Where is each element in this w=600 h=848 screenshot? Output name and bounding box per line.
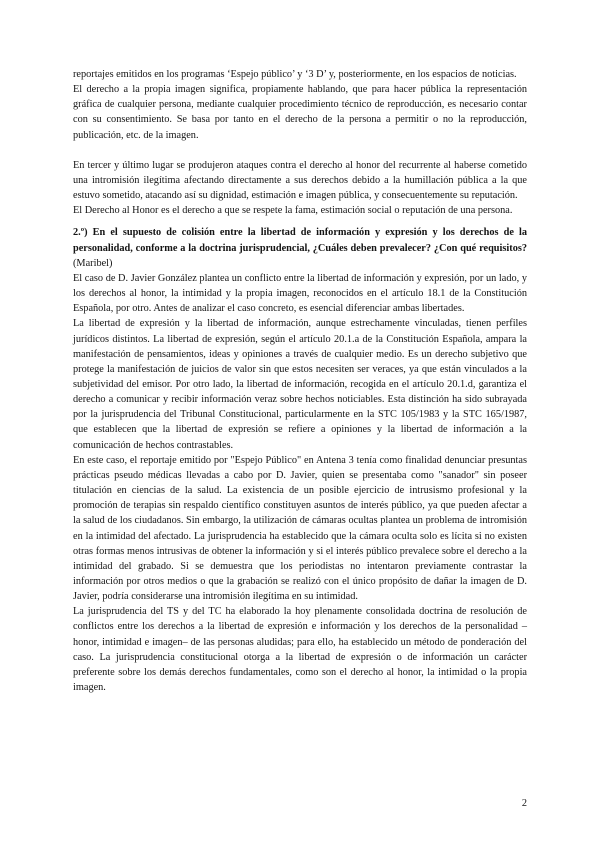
paragraph-image-right: El derecho a la propia imagen significa, propiamente hablando, que para hacer pública la representación gráfica de cualquier persona, mediante cualquier procedimiento técnico de reproducción, es necesario contar con su consentimiento. Se basa por tanto en el derecho de la persona a permitir o no la reproducción, publicación, etc. de la imagen. <box>73 84 527 141</box>
paragraph-honor-attack: En tercer y último lugar se produjeron ataques contra el derecho al honor del recurrente al haberse cometido una intromisión ilegítima afectando directamente a sus derechos debido a la humillación pública a la que estuvo sometido, atacando así su dignidad, estimación e imagen pública, y consecuentemente su reputación. <box>73 159 527 202</box>
paragraph-honor-definition: El Derecho al Honor es el derecho a que se respete la fama, estimación social o reputación de una persona. <box>73 205 513 217</box>
section-heading-author: (Maribel) <box>73 257 113 269</box>
section-heading-question: 2.º) En el supuesto de colisión entre la libertad de información y expresión y los derechos de la personalidad, conforme a la doctrina jurisprudencial, ¿Cuáles deben prevalecer? ¿Con qué requisitos? <box>73 227 527 254</box>
page-number: 2 <box>521 798 527 809</box>
paragraph-spacer <box>73 143 527 158</box>
paragraph-jurisprudence: La jurisprudencia del TS y del TC ha elaborado la hoy plenamente consolidada doctrina de resolución de conflictos entre los derechos a la libertad de expresión e información y los derechos de la personalidad –honor, intimidad e imagen– de las personas aludidas; para ello, ha establecido un método de ponderación del caso. La jurisprudencia constitucional otorga a la libertad de expresión o de información un carácter preferente sobre los demás derechos fundamentales, como son el derecho al honor, la intimidad o la propia imagen. <box>73 606 527 694</box>
document-page <box>73 67 527 695</box>
paragraph-hidden-camera: En este caso, el reportaje emitido por "Espejo Público" en Antena 3 tenía como finalidad denunciar presuntas prácticas pseudo médicas llevadas a cabo por D. Javier, quien se presentaba como "sanador" sin poseer titulación en ciencias de la salud. La existencia de un posible ejercicio de intrusismo profesional y la promoción de terapias sin respaldo científico constituyen asuntos de interés público, ya que pueden afectar a la salud de los ciudadanos. Sin embargo, la utilización de cámaras ocultas plantea un problema de intromisión en la intimidad del afectado. La jurisprudencia ha establecido que la cámara oculta solo es lícita si no existen otras formas menos intrusivas de obtener la información y si el interés público prevalece sobre el derecho a la intimidad del grabado. Si se demuestra que los periodistas no intentaron previamente contrastar la información por otros medios o que la grabación se realizó con el único propósito de dañar la imagen de D. Javier, podría considerarse una intromisión ilegítima en su intimidad. <box>73 454 527 603</box>
paragraph-freedoms-distinction: La libertad de expresión y la libertad de información, aunque estrechamente vinculadas, tienen perfiles jurídicos distintos. La libertad de expresión, según el artículo 20.1.a de la Constitución Española, ampara la manifestación de pensamientos, ideas y opiniones a través de cualquier medio. Es un derecho subjetivo que protege la manifestación de juicios de valor sin que estos necesiten ser veraces, ya que están vinculados a la subjetividad del emisor. Por otro lado, la libertad de información, recogida en el artículo 20.1.d, garantiza el derecho a comunicar y recibir información veraz sobre hechos noticiables. Esta distinción ha sido subrayada por la jurisprudencia del Tribunal Constitucional, particularmente en la STC 105/1983 y la STC 165/1987, que establecen que la libertad de expresión se refiere a opiniones y la libertad de información a la comunicación de hechos contrastables. <box>73 318 527 451</box>
paragraph-news-programs: reportajes emitidos en los programas ‘Espejo público’ y ‘3 D’ y, posteriormente, en los espacios de noticias. <box>73 69 517 80</box>
paragraph-case-conflict: El caso de D. Javier González plantea un conflicto entre la libertad de información y expresión, por un lado, y los derechos al honor, la intimidad y la propia imagen, reconocidos en el artículo 18.1 de la Constitución Española, por otro. Antes de analizar el caso concreto, es esencial diferenciar ambas libertades. <box>73 272 527 315</box>
section-heading <box>73 225 527 270</box>
paragraph-spacer <box>73 218 527 225</box>
